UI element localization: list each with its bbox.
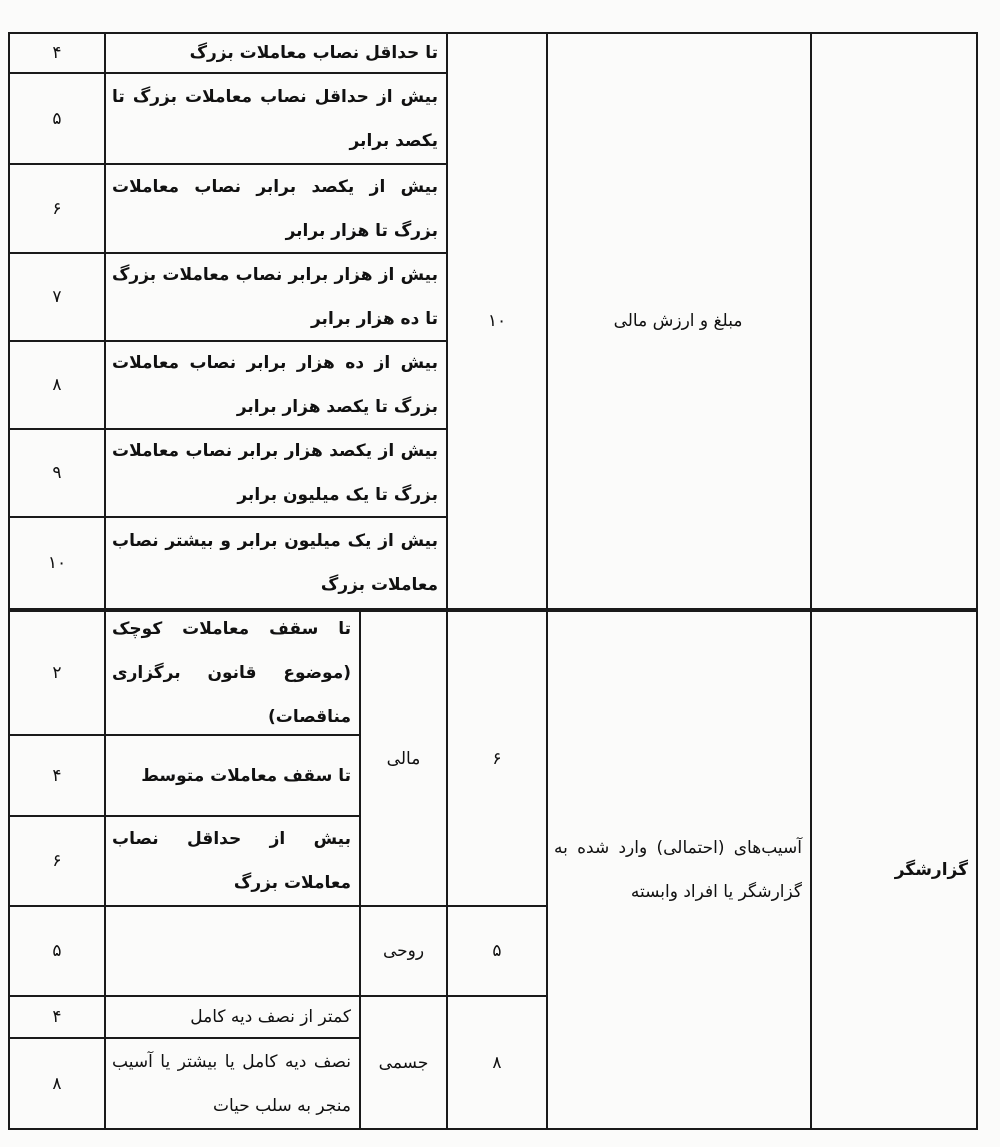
max-score-physical-text: ۸: [492, 1052, 502, 1073]
phys-level-label-2-text: نصف دیه کامل یا بیشتر یا آسیب منجر به سلب حیات: [112, 1051, 351, 1116]
fin-level-label-2-text: تا سقف معاملات متوسط: [141, 765, 351, 786]
fin-level-score-1-text: ۲: [52, 663, 62, 683]
party-reporter: [812, 612, 976, 1128]
max-score-amount-text: ۱۰: [487, 311, 507, 331]
level-score-3-text: ۶: [52, 198, 62, 219]
level-score-2-text: ۵: [52, 108, 62, 129]
level-label-3: [106, 165, 446, 252]
fin-level-label-3: [106, 817, 359, 905]
level-score-5: [10, 342, 104, 428]
level-score-5-text: ۸: [52, 375, 62, 395]
level-score-4: [10, 254, 104, 340]
psych-level-label-1: [106, 907, 359, 995]
criterion-reporter: [548, 612, 810, 1128]
phys-level-score-1: [10, 997, 104, 1037]
psych-level-score-1-text: ۵: [52, 941, 62, 961]
max-score-financial-text: ۶: [492, 748, 502, 769]
fin-level-label-1: [106, 612, 359, 734]
level-score-3: [10, 165, 104, 252]
type-financial-text: مالی: [386, 748, 421, 769]
max-score-amount: [448, 34, 546, 608]
fin-level-score-3: [10, 817, 104, 905]
level-label-6: [106, 430, 446, 516]
level-label-4: [106, 254, 446, 340]
fin-level-score-3-text: ۶: [52, 851, 62, 871]
level-label-1: [106, 34, 446, 72]
phys-level-label-2: [106, 1039, 359, 1128]
fin-level-score-2: [10, 736, 104, 815]
level-label-7: [106, 518, 446, 608]
level-score-4-text: ۷: [52, 287, 62, 307]
type-psych-text: روحی: [382, 941, 425, 961]
type-psych: [361, 907, 446, 995]
level-score-6: [10, 430, 104, 516]
max-score-psych: [448, 907, 546, 995]
level-score-7: [10, 518, 104, 608]
type-physical: [361, 997, 446, 1128]
max-score-financial: [448, 612, 546, 905]
psych-level-score-1: [10, 907, 104, 995]
level-score-6-text: ۹: [52, 463, 62, 483]
fin-level-score-2-text: ۴: [52, 765, 62, 786]
level-label-7-text: بیش از یک میلیون برابر و بیشتر نصاب معاملات بزرگ: [112, 531, 438, 595]
level-label-6-text: بیش از یکصد هزار برابر نصاب معاملات بزرگ تا یک میلیون برابر: [112, 441, 438, 505]
type-physical-text: جسمی: [378, 1052, 429, 1073]
fin-level-label-2: [106, 736, 359, 815]
level-label-2: [106, 74, 446, 163]
fin-level-label-3-text: بیش از حداقل نصاب معاملات بزرگ: [112, 829, 351, 893]
criterion-amount-text: مبلغ و ارزش مالی: [613, 311, 743, 331]
criterion-amount: [548, 34, 810, 608]
level-label-1-text: تا حداقل نصاب معاملات بزرگ: [189, 43, 438, 63]
max-score-psych-text: ۵: [492, 941, 502, 961]
fin-level-score-1: [10, 612, 104, 734]
level-label-4-text: بیش از هزار برابر نصاب معاملات بزرگ تا ده هزار برابر: [112, 265, 438, 329]
phys-level-score-2: [10, 1039, 104, 1128]
level-score-7-text: ۱۰: [47, 553, 67, 573]
fin-level-label-1-text: تا سقف معاملات کوچک (موضوع قانون برگزاری مناقصات): [112, 619, 351, 727]
party-reporter-text: گزارشگر: [894, 860, 968, 880]
criterion-reporter-text: آسیب‌های (احتمالی) وارد شده به گزارشگر یا افراد وابسته: [554, 838, 802, 902]
type-financial: [361, 612, 446, 905]
level-label-5: [106, 342, 446, 428]
level-label-3-text: بیش از یکصد برابر نصاب معاملات بزرگ تا هزار برابر: [112, 176, 438, 241]
level-score-2: [10, 74, 104, 163]
phys-level-score-1-text: ۴: [52, 1007, 62, 1027]
max-score-physical: [448, 997, 546, 1128]
phys-level-label-1-text: کمتر از نصف دیه کامل: [190, 1007, 351, 1027]
phys-level-score-2-text: ۸: [52, 1073, 62, 1094]
level-score-1-text: ۴: [52, 43, 62, 63]
level-label-5-text: بیش از ده هزار برابر نصاب معاملات بزرگ تا یکصد هزار برابر: [112, 353, 438, 417]
level-label-2-text: بیش از حداقل نصاب معاملات بزرگ تا یکصد برابر: [112, 86, 438, 151]
phys-level-label-1: [106, 997, 359, 1037]
level-score-1: [10, 34, 104, 72]
